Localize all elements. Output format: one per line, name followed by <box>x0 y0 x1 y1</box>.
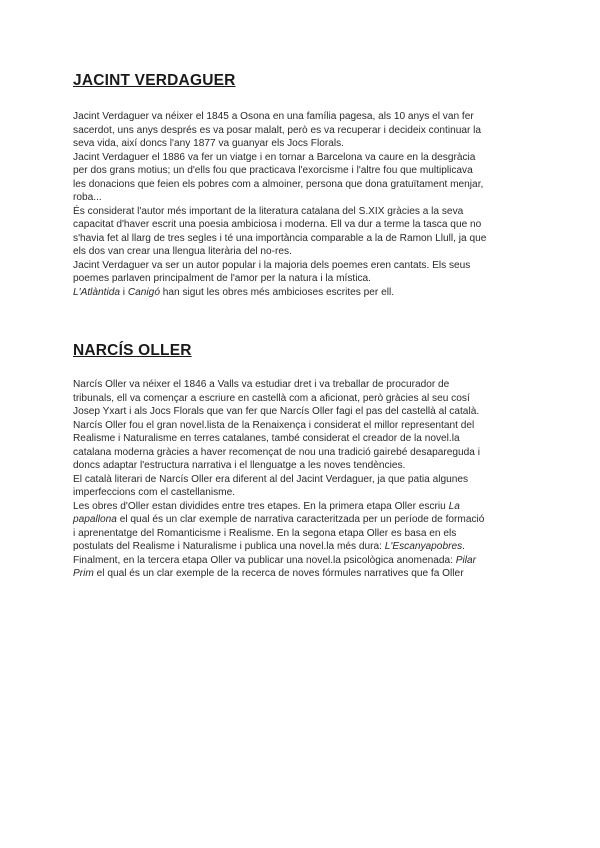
text-line <box>73 191 529 205</box>
italic-title: La <box>448 500 460 512</box>
italic-title: L'Atlàntida <box>73 286 120 298</box>
text-line <box>73 419 529 433</box>
text-run: El català literari de Narcís Oller era diferent al del Jacint Verdaguer, ja que patia algunes <box>73 473 469 485</box>
text-line <box>73 259 529 273</box>
text-line <box>73 151 529 165</box>
text-line <box>73 567 529 581</box>
text-run: Jacint Verdaguer va ser un autor popular i la majoria dels poemes eren cantats. Els seus <box>73 259 471 271</box>
text-line <box>73 392 529 406</box>
text-run: Narcís Oller fou el gran novel.lista de la Renaixença i considerat el millor representant del <box>73 419 475 431</box>
text-line <box>73 459 529 473</box>
italic-title: Canigó <box>127 286 160 298</box>
text-run: el qual és un clar exemple de narrativa caracteritzada per un període de formació <box>116 514 485 525</box>
text-run: tribunals, ell va començar a escriure en castellà com a aficionat, però gràcies al seu cosí <box>73 392 470 404</box>
text-run: poemes parlaven principalment de l'amor per la natura i la mística. <box>73 273 371 284</box>
text-line <box>73 232 529 246</box>
text-line <box>73 527 529 541</box>
text-line <box>73 473 529 487</box>
text-run: roba... <box>73 192 102 203</box>
text-run: els dos van crear una llengua literària del no-res. <box>73 246 292 257</box>
section-body <box>73 378 529 581</box>
text-line <box>73 486 529 500</box>
text-line <box>73 446 529 460</box>
text-run: catalana moderna gràcies a haver recomençat de nou una tradició gairebé desapareguda i <box>73 446 480 458</box>
section-title: NARCÍS OLLER <box>73 342 192 359</box>
text-run: Narcís Oller va néixer el 1846 a Valls va estudiar dret i va treballar de procurador de <box>73 379 450 390</box>
text-run: Josep Yxart i als Jocs Florals que van fer que Narcís Oller fagi el pas del castellà al català. <box>73 406 480 417</box>
text-run: Finalment, en la tercera etapa Oller va publicar una novel.la psicològica anomenada: <box>73 554 456 566</box>
italic-title: papallona <box>73 514 117 525</box>
italic-title: L'Escanyapobres <box>384 541 463 552</box>
text-run: Jacint Verdaguer el 1886 va fer un viatge i en tornar a Barcelona va caure en la desgràcia <box>73 151 476 163</box>
text-run: per dos grans motius; un d'ells fou que practicava l'exorcisme i l'altre fou que multiplicava <box>73 165 473 176</box>
text-line <box>73 500 529 514</box>
text-run: sacerdot, uns anys després es va posar malalt, però es va recuperar i decideix continuar la <box>73 124 482 136</box>
text-line <box>73 286 529 300</box>
text-run: s'havia fet al llarg de tres segles i té una importància comparable a la de Ramon Llull, ja que <box>73 232 487 244</box>
text-run: . <box>462 541 465 552</box>
italic-title: Prim <box>73 568 94 579</box>
text-run: han sigut les obres més ambicioses escrites per ell. <box>159 286 395 298</box>
text-line <box>73 378 529 392</box>
italic-title: Pilar <box>455 554 476 566</box>
text-line <box>73 164 529 178</box>
section-jacint-verdaguer <box>73 72 529 299</box>
text-line <box>73 124 529 138</box>
text-line <box>73 513 529 527</box>
text-run: doncs adaptar l'estructura narrativa i el llenguatge a les noves tendències. <box>73 460 406 471</box>
text-run: i <box>119 286 128 298</box>
section-body <box>73 110 529 299</box>
text-line <box>73 554 529 568</box>
text-line <box>73 110 529 124</box>
text-line <box>73 137 529 151</box>
text-run: Jacint Verdaguer va néixer el 1845 a Osona en una família pagesa, als 10 anys el van fer <box>73 111 474 122</box>
text-run: i aprenentatge del Romanticisme i Realisme. En la segona etapa Oller es basa en els <box>73 527 457 539</box>
text-line <box>73 205 529 219</box>
text-run: les donacions que feien els pobres com a almoiner, persona que dona gratuïtament menjar, <box>73 178 484 190</box>
text-line <box>73 272 529 286</box>
text-line <box>73 540 529 554</box>
text-run: seva vida, així doncs l'any 1877 va guanyar els Jocs Florals. <box>73 138 344 149</box>
text-run: Realisme i Naturalisme en terres catalanes, també considerat el creador de la novel.la <box>73 433 460 444</box>
text-run: És considerat l'autor més important de la literatura catalana del S.XIX gràcies a la seva <box>73 205 464 217</box>
text-run: Les obres d'Oller estan dividides entre tres etapes. En la primera etapa Oller escriu <box>73 500 449 512</box>
text-line <box>73 405 529 419</box>
section-narcis-oller <box>73 342 529 581</box>
section-title: JACINT VERDAGUER <box>73 72 236 89</box>
text-run: postulats del Realisme i Naturalisme i publica una novel.la més dura: <box>73 541 385 552</box>
text-run: capacitat d'haver escrit una poesia ambiciosa i moderna. Ell va dur a terme la tasca que no <box>73 219 482 230</box>
text-run: imperfeccions com el castellanisme. <box>73 487 236 498</box>
text-line <box>73 178 529 192</box>
text-line <box>73 218 529 232</box>
text-line <box>73 245 529 259</box>
text-line <box>73 432 529 446</box>
text-run: el qual és un clar exemple de la recerca de noves fórmules narratives que fa Oller <box>93 568 464 579</box>
